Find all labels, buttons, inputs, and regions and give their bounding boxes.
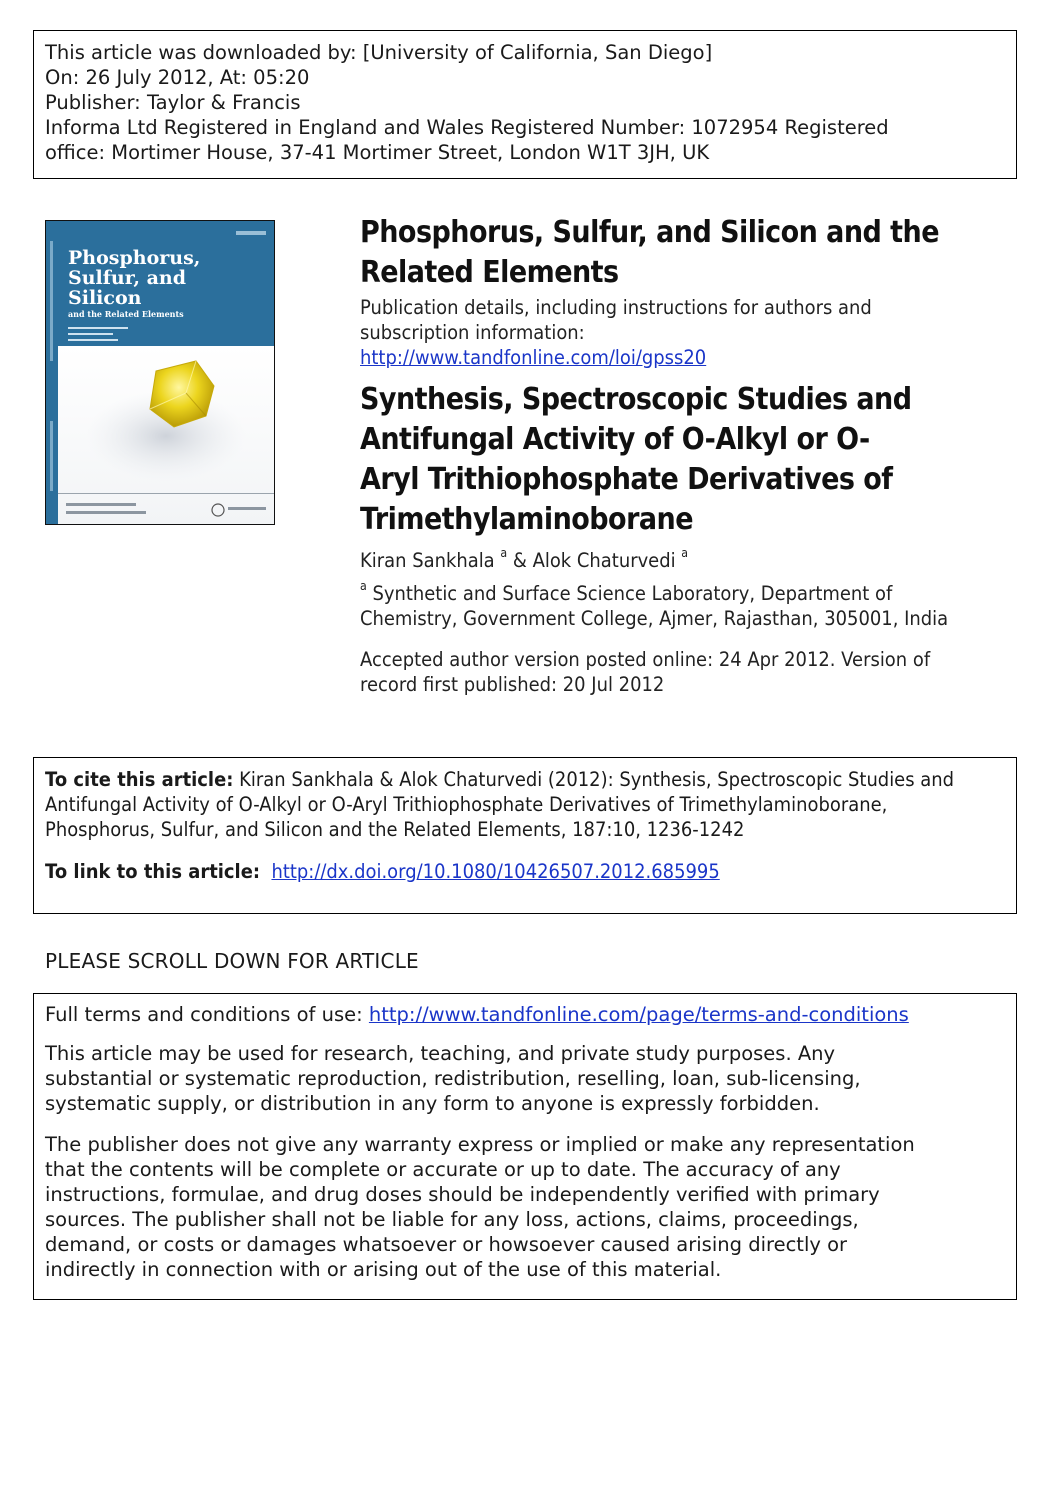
terms-line: substantial or systematic reproduction, redistribution, reselling, loan, sub-licensing, <box>45 1067 861 1090</box>
download-line: Informa Ltd Registered in England and Wales Registered Number: 1072954 Registered <box>45 116 889 139</box>
terms-paragraph <box>45 1041 1005 1116</box>
article-title-line: Synthesis, Spectroscopic Studies and <box>360 382 912 417</box>
cite-line: Kiran Sankhala & Alok Chaturvedi (2012): Synthesis, Spectroscopic Studies and <box>239 768 955 791</box>
author-name: Alok Chaturvedi <box>532 549 676 572</box>
cover-subtitle: and the Related Elements <box>68 309 184 319</box>
terms-line: This article may be used for research, teaching, and private study purposes. Any <box>45 1042 836 1065</box>
terms-line: The publisher does not give any warranty express or implied or make any representation <box>45 1133 915 1156</box>
cite-line: Phosphorus, Sulfur, and Silicon and the Related Elements, 187:10, 1236-1242 <box>45 818 745 841</box>
terms-box <box>33 993 1017 1300</box>
download-line: On: 26 July 2012, At: 05:20 <box>45 66 310 89</box>
citation-box <box>33 757 1017 914</box>
article-title-line: Trimethylaminoborane <box>360 502 693 537</box>
posted-online-line: Accepted author version posted online: 24 Apr 2012. Version of <box>360 648 931 671</box>
article-title-line: Aryl Trithiophosphate Derivatives of <box>360 462 893 497</box>
author-separator: & <box>512 549 527 572</box>
affiliation-mark: a <box>500 546 508 560</box>
terms-link[interactable]: http://www.tandfonline.com/page/terms-and-conditions <box>368 1003 909 1026</box>
affiliation <box>360 581 1004 606</box>
download-line: This article was downloaded by: [University of California, San Diego] <box>45 41 713 64</box>
cover-title-line: Sulfur, and <box>68 267 187 289</box>
cite-label: To cite this article: <box>45 768 234 791</box>
article-title-line: Antifungal Activity of O-Alkyl or O- <box>360 422 870 457</box>
link-paragraph <box>45 859 1002 884</box>
affiliation-line: Chemistry, Government College, Ajmer, Rajasthan, 305001, India <box>360 607 949 630</box>
terms-link-line <box>45 1002 1005 1027</box>
terms-line: that the contents will be complete or accurate or up to date. The accuracy of any <box>45 1158 841 1181</box>
terms-line: demand, or costs or damages whatsoever or howsoever caused arising directly or <box>45 1233 848 1256</box>
download-notice-box <box>33 30 1017 179</box>
cover-title-line: Phosphorus, <box>68 247 201 269</box>
scroll-down-notice: PLEASE SCROLL DOWN FOR ARTICLE <box>45 949 419 973</box>
affiliation-mark: a <box>681 546 689 560</box>
publication-details-line: Publication details, including instructions for authors and <box>360 296 872 319</box>
authors <box>360 548 1004 573</box>
download-line: Publisher: Taylor & Francis <box>45 91 301 114</box>
terms-line: indirectly in connection with or arising out of the use of this material. <box>45 1258 722 1281</box>
cover-art <box>46 221 275 525</box>
cite-paragraph <box>45 767 1002 792</box>
doi-link[interactable]: http://dx.doi.org/10.1080/10426507.2012.685995 <box>271 860 720 883</box>
affiliation-line: Synthetic and Surface Science Laboratory, Department of <box>372 582 893 605</box>
journal-title-line: Phosphorus, Sulfur, and Silicon and the <box>360 215 939 250</box>
download-line: office: Mortimer House, 37-41 Mortimer Street, London W1T 3JH, UK <box>45 141 710 164</box>
cover-title-line: Silicon <box>68 287 142 309</box>
affiliation-mark: a <box>360 579 367 593</box>
terms-label: Full terms and conditions of use: <box>45 1003 363 1026</box>
journal-title-line: Related Elements <box>360 255 619 290</box>
publication-details-line: subscription information: <box>360 321 585 344</box>
terms-line: systematic supply, or distribution in any form to anyone is expressly forbidden. <box>45 1092 820 1115</box>
journal-url-link[interactable]: http://www.tandfonline.com/loi/gpss20 <box>360 346 707 369</box>
author-name: Kiran Sankhala <box>360 549 495 572</box>
link-label: To link to this article: <box>45 860 261 883</box>
publication-details <box>360 213 1000 697</box>
posted-online-line: record first published: 20 Jul 2012 <box>360 673 665 696</box>
terms-line: sources. The publisher shall not be liable for any loss, actions, claims, proceedings, <box>45 1208 859 1231</box>
terms-paragraph <box>45 1132 1005 1282</box>
cite-line: Antifungal Activity of O-Alkyl or O-Aryl Trithiophosphate Derivatives of Trimethylaminoborane, <box>45 793 888 816</box>
journal-cover-image <box>45 220 275 525</box>
terms-line: instructions, formulae, and drug doses should be independently verified with primary <box>45 1183 880 1206</box>
